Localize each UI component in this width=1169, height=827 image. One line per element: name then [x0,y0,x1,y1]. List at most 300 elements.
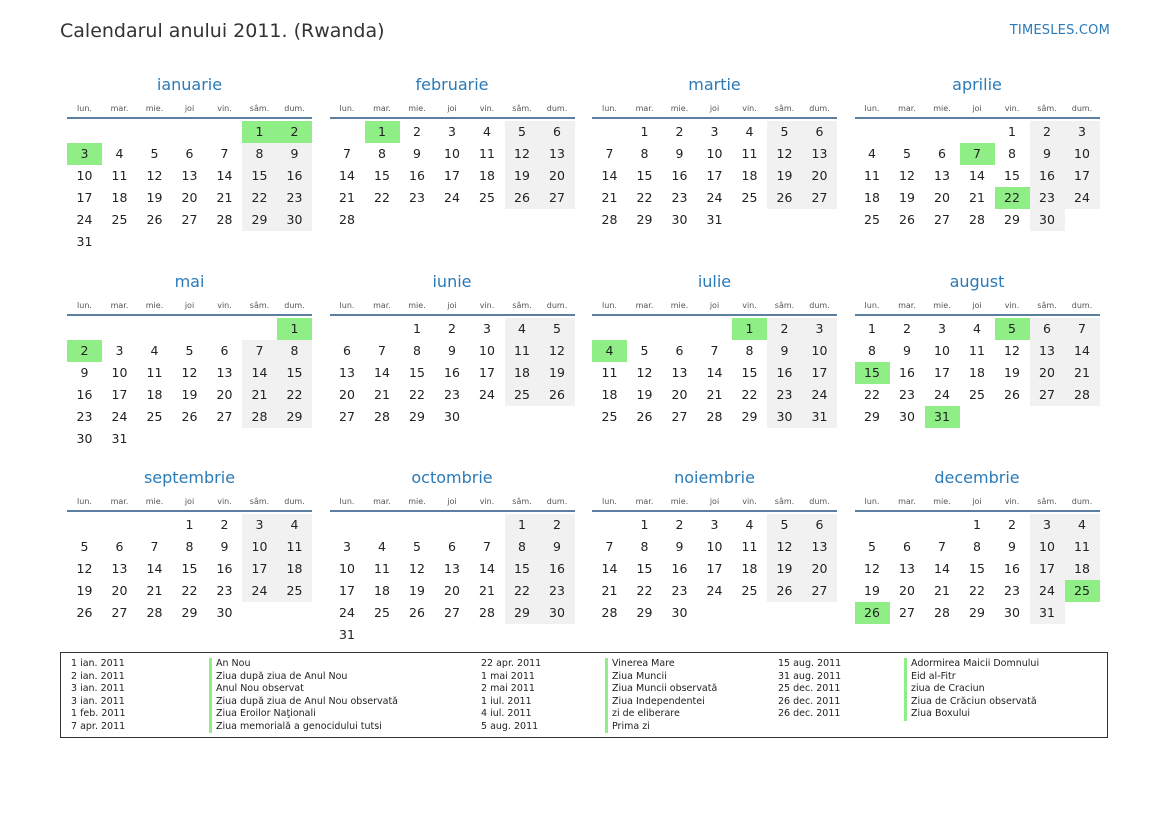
day-cell: 20 [111,583,128,598]
day-cell: 14 [479,561,495,576]
day-cell: 4 [745,124,754,139]
day-cell: 8 [640,146,649,161]
day-cell: 13 [444,561,460,576]
weekday-header [67,98,312,119]
day-cell: 7 [938,539,946,554]
day-cell: 15 [242,165,277,187]
day-cell: 9 [1030,143,1065,165]
day-cell: 18 [479,168,495,183]
month-februarie [330,72,575,262]
weekday-label: lun. [339,300,355,310]
day-cell: 6 [448,539,456,554]
holiday-day: 7 [960,143,995,165]
legend-date: 1 feb. 2011 [71,708,126,719]
day-cell: 3 [1030,514,1065,536]
legend-date: 5 aug. 2011 [481,720,539,732]
day-cell: 24 [76,212,93,227]
day-cell: 28 [339,212,355,227]
day-cell: 26 [505,187,540,209]
month-name: mai [174,271,205,291]
weekday-label: lun. [77,497,92,506]
day-cell: 2 [767,318,802,340]
holiday-day: 5 [995,318,1030,340]
day-cell: 11 [479,146,495,161]
day-cell: 1 [185,517,194,532]
legend-date: 4 iul. 2011 [481,708,532,719]
day-cell: 7 [378,342,386,358]
day-cell: 15 [969,561,985,576]
day-cell: 3 [448,124,456,139]
holiday-day: 2 [67,340,102,362]
legend-date: 1 mai 2011 [481,670,535,682]
weekday-label: vin. [217,300,232,310]
day-cell: 11 [374,561,390,576]
day-cell: 3 [1065,121,1100,143]
day-cell: 27 [540,187,575,209]
holiday-day: 15 [855,362,890,384]
day-cell: 12 [76,561,93,576]
month-name: iulie [697,271,732,291]
day-cell: 24 [1065,187,1100,209]
day-cell: 1 [413,320,421,336]
day-cell: 17 [444,168,460,183]
day-cell: 28 [216,212,233,227]
day-cell: 13 [339,364,355,380]
day-cell: 21 [374,386,390,402]
weekday-label: lun. [77,300,92,310]
day-cell: 16 [444,364,460,380]
day-cell: 23 [540,580,575,602]
weekday-label: mar. [898,300,916,310]
day-cell: 21 [242,384,277,406]
month-decembrie [855,465,1100,655]
weekday-label: lun. [77,104,92,113]
day-cell: 19 [899,190,915,205]
weekday-label: dum. [1071,497,1093,506]
day-cell: 28 [934,605,950,620]
day-cell: 22 [374,190,390,205]
day-cell: 7 [710,342,719,358]
day-cell: 4 [277,514,312,536]
day-cell: 11 [146,364,163,380]
day-cell: 21 [339,190,355,205]
day-cell: 30 [671,605,688,620]
day-cell: 9 [80,364,89,380]
day-cell: 6 [220,342,229,358]
weekday-label: sâm. [774,300,795,310]
day-cell: 20 [899,583,915,598]
legend-date: 25 dec. 2011 [778,683,841,694]
month-name: aprilie [952,75,1002,94]
day-cell: 18 [969,364,985,380]
day-cell: 14 [969,168,985,183]
weekday-label: mie. [408,104,426,113]
legend-holiday-name: Anul Nou observat [209,683,398,696]
day-cell: 21 [601,583,618,598]
day-cell: 8 [185,539,194,554]
day-cell: 25 [741,190,758,205]
day-cell: 25 [374,605,390,620]
weekday-label: dum. [809,104,830,113]
day-cell: 24 [242,580,277,602]
day-cell: 7 [1065,318,1100,340]
weekday-label: joi [184,497,195,506]
day-cell: 17 [242,558,277,580]
legend-holiday-name: An Nou [209,658,398,671]
legend-holiday-name: zi de eliberare [605,708,717,721]
day-cell: 15 [409,364,425,380]
day-cell: 8 [277,340,312,362]
day-cell: 9 [675,539,684,554]
day-cell: 22 [242,187,277,209]
day-cell: 21 [934,583,950,598]
day-cell: 18 [1065,558,1100,580]
weekday-label: mie. [145,104,164,113]
day-cell: 8 [640,539,649,554]
weekday-label: lun. [339,497,355,506]
day-cell: 19 [409,583,425,598]
legend-dates [481,658,541,733]
day-cell: 13 [899,561,915,576]
day-cell: 20 [181,190,198,205]
day-cell: 20 [934,190,950,205]
day-cell: 17 [76,190,93,205]
weekday-label: joi [972,104,982,113]
day-cell: 5 [505,121,540,143]
calendar-grid [67,72,1102,644]
day-cell: 17 [934,364,950,380]
day-cell: 18 [741,168,758,183]
day-cell: 22 [741,386,758,402]
weekday-label: joi [447,300,457,310]
day-cell: 2 [220,517,229,532]
day-cell: 17 [339,583,355,598]
weekday-label: mie. [145,300,164,310]
day-cell: 26 [540,384,575,406]
month-name: iunie [432,271,472,291]
day-cell: 7 [605,146,614,161]
legend-date: 1 iul. 2011 [481,695,532,707]
day-cell: 20 [540,165,575,187]
day-cell: 13 [216,364,233,380]
day-cell: 18 [111,190,128,205]
weekday-label: lun. [339,104,355,113]
day-cell: 31 [802,406,837,428]
day-cell: 30 [767,406,802,428]
day-cell: 25 [505,384,540,406]
day-cell: 27 [934,212,950,227]
day-cell: 17 [1030,558,1065,580]
weekday-label: mie. [670,104,689,113]
day-cell: 13 [111,561,128,576]
day-cell: 15 [636,561,653,576]
day-cell: 26 [181,408,198,424]
day-cell: 16 [409,168,425,183]
day-cell: 23 [671,190,688,205]
day-cell: 6 [938,146,946,161]
day-cell: 11 [969,342,985,358]
day-cell: 31 [76,234,93,249]
day-cell: 9 [413,146,421,161]
month-august [855,269,1100,459]
weekday-label: joi [447,497,457,506]
day-cell: 19 [146,190,163,205]
weekday-label: lun. [602,300,617,310]
day-cell: 16 [671,168,688,183]
day-cell: 9 [277,143,312,165]
weekday-label: mar. [635,497,654,506]
day-cell: 10 [111,364,128,380]
legend-holiday-name: Ziua Eroilor Naţionali [209,708,398,721]
weekday-header [67,491,312,512]
day-cell: 28 [601,212,618,227]
day-cell: 7 [483,539,491,554]
day-cell: 2 [903,320,911,336]
day-cell: 15 [1004,168,1020,183]
weekday-label: sâm. [249,300,270,310]
day-cell: 16 [671,561,688,576]
day-cell: 14 [339,168,355,183]
weekday-label: joi [972,300,982,310]
day-cell: 1 [505,514,540,536]
weekday-label: joi [972,497,982,506]
day-cell: 3 [710,124,719,139]
day-cell: 31 [1030,602,1065,624]
day-cell: 12 [899,168,915,183]
weekday-label: sâm. [1037,300,1057,310]
day-cell: 29 [242,209,277,231]
month-name: decembrie [934,468,1020,487]
day-cell: 10 [1030,536,1065,558]
day-cell: 25 [741,583,758,598]
weekday-label: joi [184,104,195,113]
weekday-label: mie. [145,497,164,506]
weekday-label: dum. [809,300,830,310]
day-cell: 31 [111,430,128,446]
weekday-label: vin. [479,497,495,506]
day-cell: 30 [1030,209,1065,231]
day-cell: 14 [706,364,723,380]
month-aprilie [855,72,1100,262]
weekday-label: dum. [284,497,305,506]
day-cell: 7 [343,146,351,161]
weekday-header [330,491,575,512]
weekday-label: mar. [898,104,916,113]
day-cell: 18 [741,561,758,576]
day-cell: 20 [444,583,460,598]
day-cell: 29 [636,605,653,620]
weekday-header [330,98,575,119]
legend-holiday-name: Eid al-Fitr [904,671,1039,684]
weekday-label: mie. [933,497,951,506]
day-cell: 15 [741,364,758,380]
day-cell: 28 [374,408,390,424]
day-cell: 20 [216,386,233,402]
day-cell: 6 [115,539,124,554]
day-cell: 3 [242,514,277,536]
brand-link[interactable]: TIMESLES.COM [1009,23,1110,38]
day-cell: 11 [741,539,758,554]
day-cell: 8 [973,539,981,554]
day-cell: 4 [115,146,124,161]
weekday-header [330,295,575,316]
weekday-label: sâm. [774,104,795,113]
day-cell: 6 [343,342,351,358]
day-cell: 4 [868,146,876,161]
day-cell: 3 [938,320,946,336]
day-cell: 22 [864,386,880,402]
day-cell: 19 [864,583,880,598]
day-cell: 1 [640,517,649,532]
weekday-label: mar. [110,497,129,506]
day-cell: 29 [277,406,312,428]
day-cell: 21 [706,386,723,402]
day-cell: 16 [216,561,233,576]
day-cell: 26 [636,408,653,424]
weekday-label: dum. [546,497,568,506]
weekday-label: mar. [635,104,654,113]
weekday-label: vin. [479,104,495,113]
day-cell: 18 [277,558,312,580]
legend-date: 31 aug. 2011 [778,670,842,682]
day-cell: 6 [1030,318,1065,340]
weekday-label: dum. [284,104,305,113]
holiday-day: 1 [732,318,767,340]
day-cell: 11 [111,168,128,183]
day-cell: 14 [146,561,163,576]
legend-names [605,658,717,733]
day-cell: 27 [802,187,837,209]
day-cell: 6 [185,146,194,161]
day-cell: 26 [767,187,802,209]
day-cell: 3 [802,318,837,340]
day-cell: 30 [76,430,93,446]
day-cell: 22 [969,583,985,598]
day-cell: 19 [181,386,198,402]
legend-holiday-name: Ziua de Crăciun observată [904,696,1039,709]
day-cell: 26 [76,605,93,620]
weekday-label: lun. [864,104,880,113]
weekday-label: mie. [670,300,689,310]
day-cell: 29 [409,408,425,424]
day-cell: 29 [864,408,880,424]
day-cell: 13 [802,143,837,165]
weekday-label: mie. [408,497,426,506]
day-cell: 12 [540,340,575,362]
weekday-header [67,295,312,316]
day-cell: 22 [636,583,653,598]
holiday-day: 3 [67,143,102,165]
legend-holiday-name: Adormirea Maicii Domnului [904,658,1039,671]
day-cell: 24 [444,190,460,205]
weekday-label: vin. [742,104,757,113]
day-cell: 6 [802,121,837,143]
day-cell: 12 [1004,342,1020,358]
day-cell: 28 [706,408,723,424]
day-cell: 30 [540,602,575,624]
day-cell: 2 [1030,121,1065,143]
legend-date: 3 ian. 2011 [71,695,125,707]
day-cell: 10 [479,342,495,358]
day-cell: 30 [1004,605,1020,620]
weekday-label: sâm. [1037,104,1057,113]
day-cell: 16 [277,165,312,187]
weekday-header [592,295,837,316]
holiday-day: 26 [855,602,890,624]
day-cell: 22 [505,580,540,602]
day-cell: 15 [374,168,390,183]
day-cell: 23 [409,190,425,205]
weekday-label: mie. [670,497,689,506]
day-cell: 12 [146,168,163,183]
day-cell: 18 [601,386,618,402]
day-cell: 13 [934,168,950,183]
day-cell: 21 [969,190,985,205]
weekday-label: mar. [635,300,654,310]
day-cell: 30 [277,209,312,231]
day-cell: 8 [745,342,754,358]
legend-holiday-name: Ziua Muncii [605,671,717,684]
day-cell: 17 [802,362,837,384]
weekday-label: vin. [217,104,232,113]
weekday-label: vin. [1004,104,1020,113]
day-cell: 29 [181,605,198,620]
day-cell: 27 [339,408,355,424]
legend-holiday-name: Ziua după ziua de Anul Nou [209,671,398,684]
day-cell: 21 [146,583,163,598]
day-cell: 27 [181,212,198,227]
weekday-label: mie. [933,300,951,310]
month-name: februarie [415,75,489,94]
page-title: Calendarul anului 2011. (Rwanda) [60,20,385,42]
day-cell: 10 [706,146,723,161]
day-cell: 24 [802,384,837,406]
month-octombrie [330,465,575,655]
day-cell: 6 [802,514,837,536]
legend-date: 15 aug. 2011 [778,658,842,669]
day-cell: 10 [706,539,723,554]
legend-holiday-name: Ziua Boxului [904,708,1039,721]
day-cell: 3 [710,517,719,532]
day-cell: 30 [671,212,688,227]
day-cell: 2 [1008,517,1016,532]
weekday-label: dum. [284,300,305,310]
weekday-label: vin. [479,300,495,310]
weekday-label: lun. [602,104,617,113]
day-cell: 5 [767,514,802,536]
day-cell: 24 [706,190,723,205]
weekday-label: lun. [602,497,617,506]
legend-date: 1 ian. 2011 [71,658,125,669]
day-cell: 22 [409,386,425,402]
day-cell: 7 [220,146,229,161]
day-cell: 22 [277,384,312,406]
day-cell: 4 [378,539,386,554]
weekday-label: sâm. [512,104,532,113]
day-cell: 4 [150,342,159,358]
day-cell: 31 [706,212,723,227]
day-cell: 23 [1004,583,1020,598]
day-cell: 21 [1065,362,1100,384]
month-ianuarie [67,72,312,262]
day-cell: 2 [448,320,456,336]
month-noiembrie [592,465,837,655]
day-cell: 19 [636,386,653,402]
weekday-label: joi [709,497,720,506]
day-cell: 18 [374,583,390,598]
day-cell: 25 [111,212,128,227]
day-cell: 4 [1065,514,1100,536]
